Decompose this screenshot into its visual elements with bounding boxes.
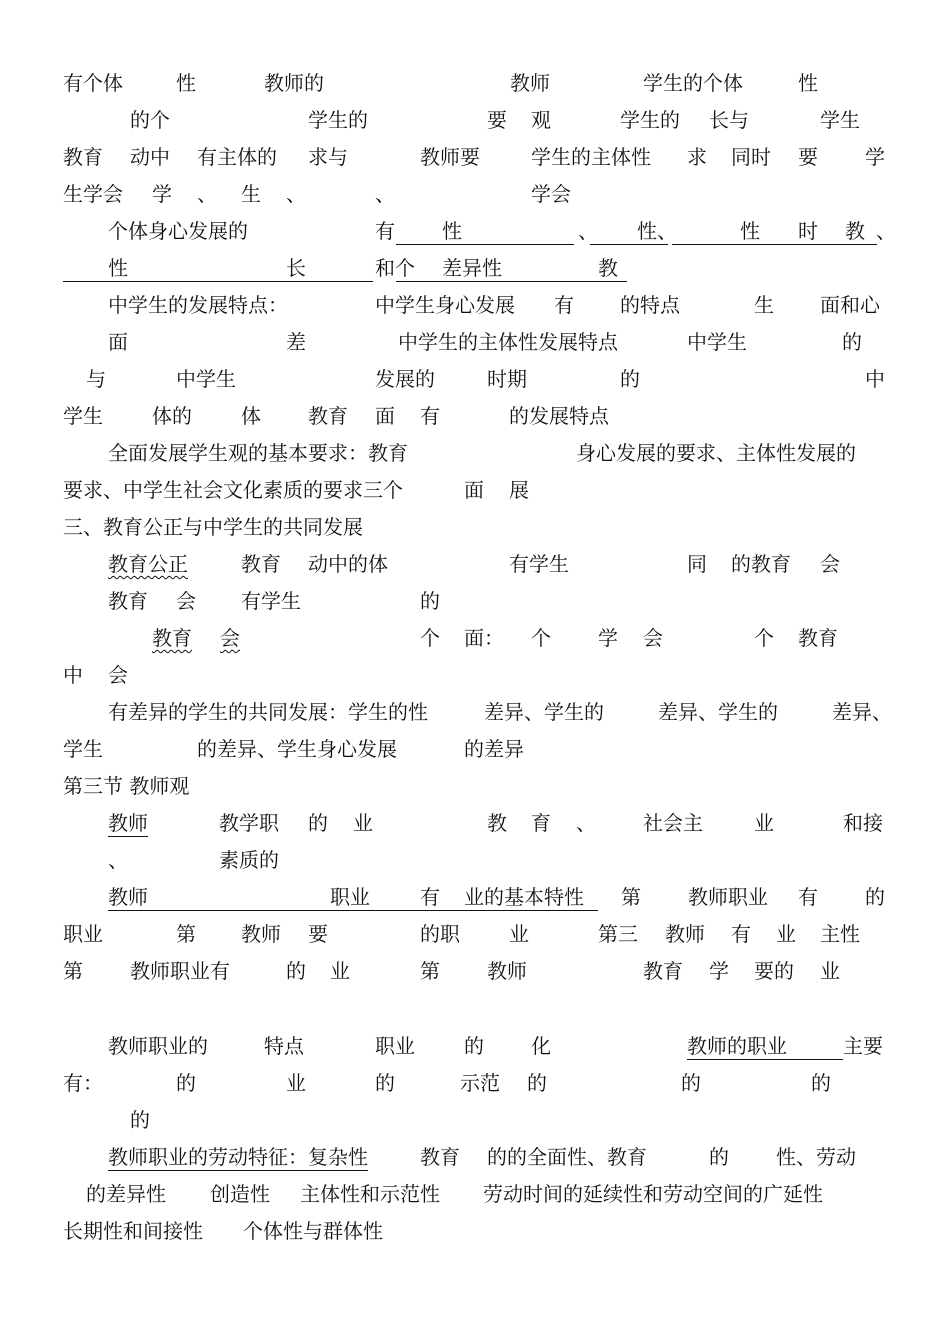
text-fragment: 个体身心发展的 — [108, 219, 248, 243]
text-fragment: 差异、 — [832, 700, 892, 724]
text-fragment: 长期性和间接性 — [63, 1219, 203, 1243]
text-fragment: 观 — [531, 108, 551, 132]
term-teacher-profession: 教师 — [108, 885, 148, 909]
text-fragment: 学生 — [820, 108, 860, 132]
underline-rule — [672, 244, 877, 245]
text-fragment: 个体性与群体性 — [243, 1219, 383, 1243]
text-fragment: 和个 — [375, 256, 415, 280]
text-fragment: 有 — [554, 293, 574, 317]
text-fragment: 和接 — [843, 811, 883, 835]
text-line — [0, 699, 950, 736]
underline-rule — [396, 244, 574, 245]
text-fragment: 学生的 — [308, 108, 368, 132]
term-teacher: 教师 — [108, 811, 148, 835]
text-fragment: 的 — [176, 1071, 196, 1095]
heading-text: 第三节 教师观 — [63, 774, 190, 798]
text-fragment: 同时 — [731, 145, 771, 169]
text-fragment: 的 — [375, 1071, 395, 1095]
text-fragment: 中学生 — [687, 330, 747, 354]
text-fragment: 体 — [241, 404, 261, 428]
text-fragment: 教学职 — [219, 811, 279, 835]
text-fragment: 的 — [842, 330, 862, 354]
text-fragment: 要 — [798, 145, 818, 169]
text-fragment: 有学生 — [241, 589, 301, 613]
text-fragment: 、 — [286, 182, 306, 206]
text-fragment: 生 — [241, 182, 261, 206]
text-fragment: 会 — [176, 589, 196, 613]
section-heading — [0, 514, 950, 551]
text-fragment: 个 — [531, 626, 551, 650]
text-fragment: 有 — [420, 404, 440, 428]
text-line — [0, 921, 950, 958]
underline-rule — [108, 910, 598, 911]
text-fragment: 的 — [464, 1034, 484, 1058]
section-heading — [0, 773, 950, 810]
text-fragment: 的 — [130, 1108, 150, 1132]
text-fragment: 的发展特点 — [509, 404, 609, 428]
text-fragment: 示范 — [460, 1071, 500, 1095]
text-line — [0, 884, 950, 921]
term-education-opportunity: 会 — [220, 626, 240, 650]
text-fragment: 学 — [598, 626, 618, 650]
text-fragment: 中 — [63, 663, 83, 687]
text-fragment: 第 — [621, 885, 641, 909]
text-fragment: 的差异、学生身心发展 — [197, 737, 397, 761]
text-fragment: 、 — [108, 848, 128, 872]
text-line — [0, 1181, 950, 1218]
text-fragment: 教 — [845, 219, 865, 243]
text-fragment: 学生的主体性 — [531, 145, 651, 169]
text-fragment: 职业 — [375, 1034, 415, 1058]
text-fragment: 有主体的 — [197, 145, 277, 169]
underline-rule — [590, 244, 668, 245]
text-fragment: 学生 — [63, 737, 103, 761]
text-fragment: 职业 — [330, 885, 370, 909]
text-fragment: 会 — [108, 663, 128, 687]
text-fragment: 的 — [681, 1071, 701, 1095]
text-fragment: 差异性 — [442, 256, 502, 280]
text-fragment: 职业 — [63, 922, 103, 946]
text-line — [0, 403, 950, 440]
text-fragment: 有 — [420, 885, 440, 909]
text-line — [0, 292, 950, 329]
text-fragment: 性 — [108, 256, 128, 280]
text-line — [0, 366, 950, 403]
text-line — [0, 218, 950, 255]
text-line — [0, 1033, 950, 1070]
text-line — [0, 736, 950, 773]
text-fragment: 教师 — [241, 922, 281, 946]
text-fragment: 性、 — [637, 219, 677, 243]
text-fragment: 面 — [108, 330, 128, 354]
text-fragment: 主性 — [820, 922, 860, 946]
text-fragment: 性 — [798, 71, 818, 95]
text-fragment: 、 — [375, 182, 395, 206]
text-fragment: 化 — [531, 1034, 551, 1058]
text-fragment: 教师的 — [264, 71, 324, 95]
text-fragment: 教师 — [510, 71, 550, 95]
text-fragment: 的差异性 — [86, 1182, 166, 1206]
text-fragment: 有学生 — [509, 552, 569, 576]
text-line — [0, 107, 950, 144]
text-fragment: 中 — [865, 367, 885, 391]
text-fragment: 创造性 — [210, 1182, 270, 1206]
text-fragment: 学 — [865, 145, 885, 169]
text-fragment: 生学会 — [63, 182, 123, 206]
text-fragment: 的 — [709, 1145, 729, 1169]
text-line — [0, 329, 950, 366]
text-line — [0, 662, 950, 699]
term-education-fairness: 教育公正 — [108, 552, 188, 576]
underline-rule — [63, 281, 373, 282]
text-fragment: 业 — [353, 811, 373, 835]
text-fragment: 个 — [420, 626, 440, 650]
text-fragment: 性、劳动 — [776, 1145, 856, 1169]
text-fragment: 主要 — [843, 1034, 883, 1058]
text-fragment: 学生的 — [620, 108, 680, 132]
text-fragment: 学会 — [531, 182, 571, 206]
text-line — [0, 181, 950, 218]
text-fragment: 的个 — [130, 108, 170, 132]
text-fragment: 主体性和示范性 — [300, 1182, 440, 1206]
text-fragment: 业 — [754, 811, 774, 835]
text-fragment: 业的基本特性 — [464, 885, 584, 909]
text-fragment: 差异、学生的 — [658, 700, 778, 724]
text-fragment: 教师要 — [420, 145, 480, 169]
text-fragment: 全面发展学生观的基本要求：教育 — [108, 441, 408, 465]
text-fragment: 生 — [754, 293, 774, 317]
text-fragment: 教育 — [420, 1145, 460, 1169]
text-fragment: 的 — [620, 367, 640, 391]
text-fragment: 要 — [487, 108, 507, 132]
underline-rule — [687, 1059, 843, 1060]
text-line — [0, 70, 950, 107]
underline-rule — [396, 281, 627, 282]
text-fragment: 社会主 — [643, 811, 703, 835]
text-fragment: 性 — [442, 219, 462, 243]
text-fragment: 面： — [464, 626, 504, 650]
text-line — [0, 958, 950, 995]
text-fragment: 有 — [798, 885, 818, 909]
text-fragment: 教师职业的 — [108, 1034, 208, 1058]
text-fragment: 业 — [286, 1071, 306, 1095]
text-fragment: 教 — [487, 811, 507, 835]
text-fragment: 要 — [308, 922, 328, 946]
text-fragment: 业 — [330, 959, 350, 983]
text-fragment: 的 — [527, 1071, 547, 1095]
text-fragment: 面 — [375, 404, 395, 428]
text-fragment: 要求、中学生社会文化素质的要求三个 — [63, 478, 403, 502]
text-line — [0, 551, 950, 588]
text-fragment: 教育 — [308, 404, 348, 428]
text-line — [0, 440, 950, 477]
text-line — [0, 255, 950, 292]
term-education-opportunity: 教育 — [152, 626, 192, 650]
text-fragment: 素质的 — [219, 848, 279, 872]
text-fragment: 差异、学生的 — [484, 700, 604, 724]
text-fragment: 中学生的发展特点： — [108, 293, 288, 317]
text-fragment: 教育 — [798, 626, 838, 650]
text-fragment: 有 — [731, 922, 751, 946]
text-line — [0, 1070, 950, 1107]
term-teacher-labor-characteristics: 教师职业的劳动特征：复杂性 — [108, 1145, 368, 1169]
text-fragment: 性 — [740, 219, 760, 243]
text-fragment: 的 — [308, 811, 328, 835]
text-fragment: 求 — [687, 145, 707, 169]
text-fragment: 有差异的学生的共同发展：学生的性 — [108, 700, 428, 724]
text-fragment: 的教育 — [731, 552, 791, 576]
text-line — [0, 625, 950, 662]
text-fragment: 业 — [509, 922, 529, 946]
text-fragment: 的 — [420, 589, 440, 613]
text-fragment: 性 — [176, 71, 196, 95]
text-fragment: 学 — [709, 959, 729, 983]
text-fragment: 有 — [375, 219, 395, 243]
text-fragment: 的职 — [420, 922, 460, 946]
text-fragment: 同 — [687, 552, 707, 576]
text-fragment: 中学生的主体性发展特点 — [398, 330, 618, 354]
text-fragment: 会 — [820, 552, 840, 576]
term-teacher-occupation: 教师的职业 — [687, 1034, 787, 1058]
text-fragment: 动中的体 — [308, 552, 388, 576]
text-line — [0, 1107, 950, 1144]
text-fragment: 的 — [865, 885, 885, 909]
text-line — [0, 847, 950, 884]
text-fragment: 学生的个体 — [643, 71, 743, 95]
text-fragment: 长 — [286, 256, 306, 280]
text-fragment: 身心发展的要求、主体性发展的 — [576, 441, 856, 465]
text-fragment: 、 — [876, 219, 896, 243]
text-fragment: 教育 — [643, 959, 683, 983]
text-fragment: 、 — [576, 811, 596, 835]
text-fragment: 面 — [464, 478, 484, 502]
text-fragment: 劳动时间的延续性和劳动空间的广延性 — [483, 1182, 823, 1206]
text-fragment: 特点 — [264, 1034, 304, 1058]
text-fragment: 展 — [509, 478, 529, 502]
text-fragment: 教育 — [241, 552, 281, 576]
text-fragment: 教师 — [487, 959, 527, 983]
text-fragment: 、 — [578, 219, 598, 243]
text-fragment: 业 — [776, 922, 796, 946]
text-fragment: 长与 — [709, 108, 749, 132]
text-fragment: 的 — [286, 959, 306, 983]
text-line — [0, 588, 950, 625]
text-fragment: 教育 — [63, 145, 103, 169]
text-line — [0, 477, 950, 514]
text-line — [0, 1218, 950, 1255]
text-fragment: 第 — [176, 922, 196, 946]
text-fragment: 有： — [63, 1071, 103, 1095]
text-fragment: 中学生身心发展 — [375, 293, 515, 317]
text-fragment: 教师 — [665, 922, 705, 946]
text-fragment: 的差异 — [464, 737, 524, 761]
text-fragment: 时期 — [487, 367, 527, 391]
text-fragment: 有个体 — [63, 71, 123, 95]
text-fragment: 教师职业有 — [130, 959, 230, 983]
text-fragment: 发展的 — [375, 367, 435, 391]
text-fragment: 第 — [420, 959, 440, 983]
text-fragment: 的的全面性、教育 — [487, 1145, 647, 1169]
text-fragment: 教育 — [108, 589, 148, 613]
text-fragment: 的特点 — [620, 293, 680, 317]
text-fragment: 会 — [643, 626, 663, 650]
text-fragment: 时 — [798, 219, 818, 243]
text-fragment: 要的 — [754, 959, 794, 983]
text-line — [0, 1144, 950, 1181]
text-line — [0, 144, 950, 181]
text-fragment: 与 — [86, 367, 106, 391]
text-fragment: 求与 — [308, 145, 348, 169]
text-fragment: 教师职业 — [688, 885, 768, 909]
text-fragment: 的 — [811, 1071, 831, 1095]
text-fragment: 动中 — [130, 145, 170, 169]
text-fragment: 业 — [820, 959, 840, 983]
text-fragment: 第三 — [598, 922, 638, 946]
text-fragment: 差 — [286, 330, 306, 354]
text-fragment: 育 — [531, 811, 551, 835]
text-fragment: 、 — [197, 182, 217, 206]
text-fragment: 学生 — [63, 404, 103, 428]
text-fragment: 面和心 — [820, 293, 880, 317]
text-fragment: 体的 — [152, 404, 192, 428]
text-line — [0, 810, 950, 847]
text-fragment: 中学生 — [176, 367, 236, 391]
text-fragment: 教 — [598, 256, 618, 280]
text-fragment: 第 — [63, 959, 83, 983]
text-fragment: 学 — [152, 182, 172, 206]
text-fragment: 个 — [754, 626, 774, 650]
heading-text: 三、教育公正与中学生的共同发展 — [63, 515, 363, 539]
